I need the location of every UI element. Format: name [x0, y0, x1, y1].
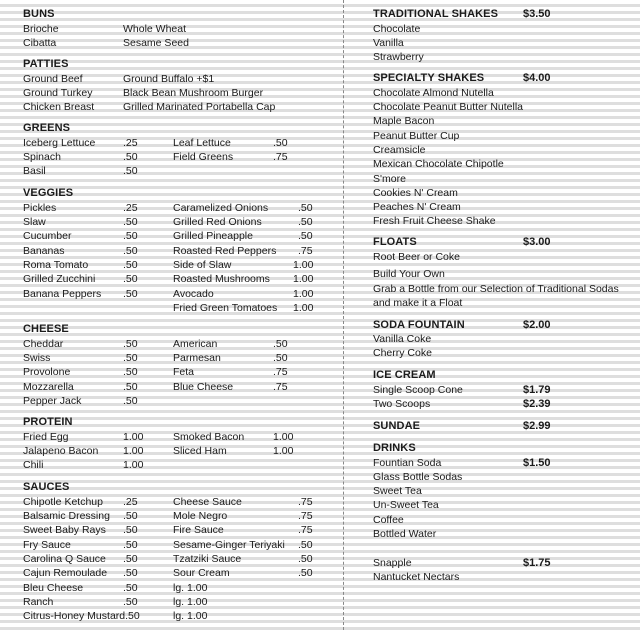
price: .50	[123, 245, 138, 257]
section-heading-greens: GREENS	[23, 122, 71, 134]
price: lg. 1.00	[173, 582, 208, 594]
menu-item-brioche: Brioche	[23, 23, 59, 35]
menu-item-basil: Basil	[23, 165, 46, 177]
price: .75	[273, 151, 288, 163]
menu-item-chocolate: Chocolate	[373, 23, 421, 35]
price: .50	[298, 202, 313, 214]
price: .50	[298, 216, 313, 228]
price: lg. 1.00	[173, 610, 208, 622]
price: .50	[123, 165, 138, 177]
menu-item-iceberg-lettuce: Iceberg Lettuce	[23, 137, 96, 149]
menu-item-root-beer-or-coke: Root Beer or Coke	[373, 251, 460, 263]
menu-item-pickles: Pickles	[23, 202, 57, 214]
section-heading-specialty-shakes: SPECIALTY SHAKES	[373, 72, 485, 84]
menu-item-slaw: Slaw	[23, 216, 46, 228]
menu-item-bananas: Bananas	[23, 245, 65, 257]
price: 1.00	[293, 288, 314, 300]
menu-item-leaf-lettuce: Leaf Lettuce	[173, 137, 231, 149]
price: .50	[123, 288, 138, 300]
menu-item-strawberry: Strawberry	[373, 51, 424, 63]
menu-item-balsamic-dressing: Balsamic Dressing	[23, 510, 110, 522]
section-heading-veggies: VEGGIES	[23, 187, 74, 199]
price: .50	[298, 567, 313, 579]
price: 1.00	[123, 459, 144, 471]
price: .50	[273, 352, 288, 364]
menu-item-fried-egg: Fried Egg	[23, 431, 69, 443]
menu-item-cherry-coke: Cherry Coke	[373, 347, 432, 359]
menu-item-maple-bacon: Maple Bacon	[373, 115, 435, 127]
menu-item-black-bean-mushroom-burger: Black Bean Mushroom Burger	[123, 87, 264, 99]
menu-item-fry-sauce: Fry Sauce	[23, 539, 71, 551]
price: 1.00	[293, 273, 314, 285]
menu-item-glass-bottle-sodas: Glass Bottle Sodas	[373, 471, 463, 483]
price: .75	[298, 524, 313, 536]
menu-item-ground-beef: Ground Beef	[23, 73, 83, 85]
menu-item-side-of-slaw: Side of Slaw	[173, 259, 232, 271]
menu-item-chicken-breast: Chicken Breast	[23, 101, 95, 113]
menu-item-peaches-n-cream: Peaches N' Cream	[373, 201, 461, 213]
menu-item-smoked-bacon: Smoked Bacon	[173, 431, 245, 443]
price: .75	[273, 381, 288, 393]
menu-item-grab-a-bottle-from-our-selection-of-traditional-sodas: Grab a Bottle from our Selection of Traditional Sodas	[373, 283, 619, 295]
price: .50	[123, 553, 138, 565]
menu-item-cookies-n-cream: Cookies N' Cream	[373, 187, 458, 199]
price: .50	[123, 338, 138, 350]
price: .50	[123, 273, 138, 285]
section-heading-drinks: DRINKS	[373, 442, 416, 454]
menu-item-feta: Feta	[173, 366, 195, 378]
section-heading-cheese: CHEESE	[23, 323, 69, 335]
price: $1.50	[523, 457, 551, 469]
section-heading-buns: BUNS	[23, 8, 55, 20]
menu-item-ground-buffalo-1: Ground Buffalo +$1	[123, 73, 215, 85]
column-divider	[343, 0, 344, 630]
menu-item-spinach: Spinach	[23, 151, 61, 163]
price: $1.79	[523, 384, 551, 396]
menu-item-tzatziki-sauce: Tzatziki Sauce	[173, 553, 242, 565]
price: 1.00	[293, 259, 314, 271]
menu-item-s-more: S'more	[373, 173, 406, 185]
menu-item-grilled-marinated-portabella-cap: Grilled Marinated Portabella Cap	[123, 101, 276, 113]
menu-item-chocolate-peanut-butter-nutella: Chocolate Peanut Butter Nutella	[373, 101, 524, 113]
menu-item-swiss: Swiss	[23, 352, 51, 364]
menu-item-peanut-butter-cup: Peanut Butter Cup	[373, 130, 460, 142]
price: .25	[123, 137, 138, 149]
price: $3.00	[523, 236, 551, 248]
price: .50	[273, 338, 288, 350]
menu-item-cibatta: Cibatta	[23, 37, 57, 49]
menu-item-banana-peppers: Banana Peppers	[23, 288, 102, 300]
menu-item-avocado: Avocado	[173, 288, 214, 300]
price: .50	[298, 230, 313, 242]
section-heading-traditional-shakes: TRADITIONAL SHAKES	[373, 8, 499, 20]
menu-item-whole-wheat: Whole Wheat	[123, 23, 187, 35]
price: 1.00	[273, 445, 294, 457]
menu-item-field-greens: Field Greens	[173, 151, 234, 163]
menu-item-jalapeno-bacon: Jalapeno Bacon	[23, 445, 99, 457]
menu-item-sliced-ham: Sliced Ham	[173, 445, 227, 457]
menu-item-mexican-chocolate-chipotle: Mexican Chocolate Chipotle	[373, 158, 504, 170]
menu-item-citrus-honey-mustard-50: Citrus-Honey Mustard.50	[23, 610, 140, 622]
section-heading-floats: FLOATS	[373, 236, 417, 248]
menu-item-cheese-sauce: Cheese Sauce	[173, 496, 242, 508]
menu-item-blue-cheese: Blue Cheese	[173, 381, 234, 393]
menu-item-vanilla: Vanilla	[373, 37, 404, 49]
menu-item-vanilla-coke: Vanilla Coke	[373, 333, 432, 345]
menu-item-sweet-tea: Sweet Tea	[373, 485, 422, 497]
menu-item-sweet-baby-rays: Sweet Baby Rays	[23, 524, 106, 536]
menu-item-provolone: Provolone	[23, 366, 71, 378]
menu-item-fried-green-tomatoes: Fried Green Tomatoes	[173, 302, 278, 314]
menu-item-roma-tomato: Roma Tomato	[23, 259, 89, 271]
price: lg. 1.00	[173, 596, 208, 608]
menu-item-chipotle-ketchup: Chipotle Ketchup	[23, 496, 103, 508]
price: $2.00	[523, 319, 551, 331]
menu-item-sesame-seed: Sesame Seed	[123, 37, 189, 49]
menu-item-and-make-it-a-float: and make it a Float	[373, 297, 463, 309]
menu-item-cajun-remoulade: Cajun Remoulade	[23, 567, 108, 579]
section-heading-sauces: SAUCES	[23, 481, 70, 493]
price: .50	[123, 366, 138, 378]
menu-item-cheddar: Cheddar	[23, 338, 64, 350]
menu-item-snapple: Snapple	[373, 557, 412, 569]
menu-item-chili: Chili	[23, 459, 44, 471]
price: .50	[123, 539, 138, 551]
price: .50	[123, 510, 138, 522]
menu-item-mole-negro: Mole Negro	[173, 510, 228, 522]
menu-item-ranch: Ranch	[23, 596, 54, 608]
menu-item-un-sweet-tea: Un-Sweet Tea	[373, 499, 439, 511]
menu-item-parmesan: Parmesan	[173, 352, 221, 364]
menu-item-sesame-ginger-teriyaki: Sesame-Ginger Teriyaki	[173, 539, 285, 551]
menu-item-grilled-red-onions: Grilled Red Onions	[173, 216, 262, 228]
menu-item-fountian-soda: Fountian Soda	[373, 457, 442, 469]
price: .50	[298, 539, 313, 551]
menu-item-coffee: Coffee	[373, 514, 404, 526]
price: .50	[123, 596, 138, 608]
menu-item-creamsicle: Creamsicle	[373, 144, 426, 156]
price: 1.00	[123, 431, 144, 443]
price: .50	[123, 381, 138, 393]
menu-item-chocolate-almond-nutella: Chocolate Almond Nutella	[373, 87, 494, 99]
price: .75	[298, 510, 313, 522]
price: .50	[123, 524, 138, 536]
menu-item-pepper-jack: Pepper Jack	[23, 395, 82, 407]
section-heading-protein: PROTEIN	[23, 416, 73, 428]
menu-item-build-your-own: Build Your Own	[373, 268, 445, 280]
menu-item-caramelized-onions: Caramelized Onions	[173, 202, 269, 214]
menu-item-american: American	[173, 338, 218, 350]
menu-item-roasted-mushrooms: Roasted Mushrooms	[173, 273, 270, 285]
price: .50	[123, 230, 138, 242]
section-heading-patties: PATTIES	[23, 58, 69, 70]
price: .50	[123, 567, 138, 579]
price: .75	[298, 245, 313, 257]
menu-item-grilled-zucchini: Grilled Zucchini	[23, 273, 96, 285]
section-heading-sundae: SUNDAE	[373, 420, 421, 432]
menu-item-single-scoop-cone: Single Scoop Cone	[373, 384, 463, 396]
price: .50	[123, 259, 138, 271]
price: 1.00	[123, 445, 144, 457]
price: .25	[123, 202, 138, 214]
price: .50	[123, 395, 138, 407]
price: .50	[273, 137, 288, 149]
menu-item-bleu-cheese: Bleu Cheese	[23, 582, 84, 594]
price: .50	[298, 553, 313, 565]
menu-item-fire-sauce: Fire Sauce	[173, 524, 224, 536]
price: $3.50	[523, 8, 551, 20]
price: .25	[123, 496, 138, 508]
menu-item-two-scoops: Two Scoops	[373, 398, 431, 410]
price: $4.00	[523, 72, 551, 84]
price: .50	[123, 216, 138, 228]
menu-item-roasted-red-peppers: Roasted Red Peppers	[173, 245, 277, 257]
menu-item-sour-cream: Sour Cream	[173, 567, 230, 579]
price: .75	[273, 366, 288, 378]
section-heading-soda-fountain: SODA FOUNTAIN	[373, 319, 465, 331]
menu-item-grilled-pineapple: Grilled Pineapple	[173, 230, 253, 242]
price: $2.99	[523, 420, 551, 432]
price: $2.39	[523, 398, 551, 410]
price: 1.00	[273, 431, 294, 443]
price: .50	[123, 582, 138, 594]
menu-item-mozzarella: Mozzarella	[23, 381, 74, 393]
price: $1.75	[523, 557, 551, 569]
menu-item-bottled-water: Bottled Water	[373, 528, 437, 540]
price: .50	[123, 352, 138, 364]
price: .50	[123, 151, 138, 163]
menu-item-carolina-q-sauce: Carolina Q Sauce	[23, 553, 106, 565]
menu-item-cucumber: Cucumber	[23, 230, 72, 242]
menu-item-fresh-fruit-cheese-shake: Fresh Fruit Cheese Shake	[373, 215, 496, 227]
section-heading-ice-cream: ICE CREAM	[373, 369, 436, 381]
price: 1.00	[293, 302, 314, 314]
price: .75	[298, 496, 313, 508]
menu-item-nantucket-nectars: Nantucket Nectars	[373, 571, 460, 583]
menu-item-ground-turkey: Ground Turkey	[23, 87, 93, 99]
